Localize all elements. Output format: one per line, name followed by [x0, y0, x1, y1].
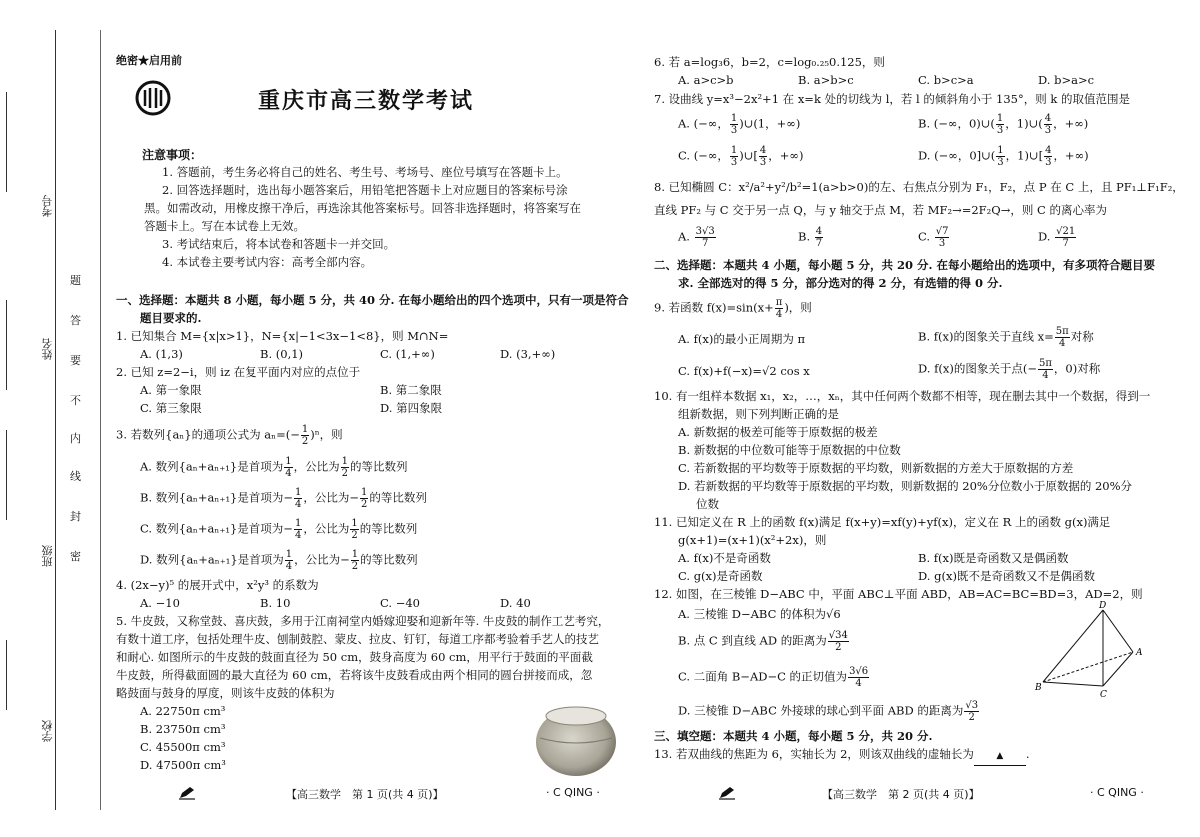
page-footer: 【高三数学 第 1 页(共 4 页)】 [286, 788, 444, 801]
q5-option-a: A. 22750π cm³ [140, 704, 226, 718]
q8-option-a: A. $\frac{3√3}{7}$ [678, 226, 715, 249]
q6-option-a: A. a>c>b [678, 73, 734, 87]
q3-stem [116, 424, 343, 447]
footer-mark: · C QING · [1090, 786, 1144, 799]
school-underline [6, 640, 7, 710]
q11-option-d: D. g(x)既不是奇函数又不是偶函数 [918, 569, 1095, 583]
name-underline [6, 300, 7, 390]
q10-option-d-cont: 位数 [696, 497, 719, 511]
class-underline [6, 430, 7, 520]
q1-option-b: B. (0,1) [260, 347, 304, 361]
q3-option-b: B. 数列{aₙ+aₙ₊₁}是首项为− $\frac{1}{4}$ ，公比为− $\frac{1}{2}$ 的等比数列 [140, 487, 427, 510]
section1-heading-cont: 题目要求的. [140, 311, 202, 325]
q5-line: 略鼓面与鼓身的厚度，则该牛皮鼓的体积为 [116, 686, 335, 700]
q11-option-b: B. f(x)既是奇函数又是偶函数 [918, 551, 1069, 565]
school-label: 学校 [41, 720, 54, 742]
notice-item: 3. 考试结束后，将本试卷和答题卡一并交回。 [162, 237, 396, 251]
q3-stem-a: 3. 若数列{aₙ}的通项公式为 aₙ=(− [116, 427, 300, 442]
q11-option-c: C. g(x)是奇函数 [678, 569, 763, 583]
q12-option-a: A. 三棱锥 D−ABC 的体积为√6 [678, 607, 841, 621]
seal-char: 答 [70, 314, 81, 327]
exam-no-label: 考号 [41, 195, 54, 217]
q10-stem: 10. 有一组样本数据 x₁，x₂，…，xₙ，其中任何两个数都不相等，现在删去其中一个数据，得到一 [654, 389, 1151, 403]
q12-option-d: D. 三棱锥 D−ABC 外接球的球心到平面 ABD 的距离为 $\frac{√3}{2}$ [678, 700, 979, 723]
page-1 [110, 0, 630, 837]
q11-stem: 11. 已知定义在 R 上的函数 f(x)满足 f(x+y)=xf(y)+yf(x)，定义在 R 上的函数 g(x)满足 [654, 515, 1111, 529]
notice-item: 1. 答题前，考生务必将自己的姓名、考生号、考场号、座位号填写在答题卡上。 [162, 165, 568, 179]
q7-stem: 7. 设曲线 y=x³−2x²+1 在 x=k 处的切线为 l，若 l 的倾斜角小于 135°，则 k 的取值范围是 [654, 92, 1131, 106]
q1-option-c: C. (1,+∞) [380, 347, 435, 361]
q7-option-c: C. (−∞， $\frac{1}{3}$ )∪[ $\frac{4}{3}$ ，+∞) [678, 145, 804, 168]
q5-option-b: B. 23750π cm³ [140, 722, 226, 736]
q3-option-d: D. 数列{aₙ+aₙ₊₁}是首项为 $\frac{1}{4}$ ，公比为− $\frac{1}{2}$ 的等比数列 [140, 549, 418, 572]
q6-option-c: C. b>c>a [918, 73, 974, 87]
q4-option-a: A. −10 [140, 596, 180, 610]
tetrahedron-figure [1035, 600, 1145, 700]
q8-stem: 8. 已知椭圆 C：x²/a²+y²/b²=1(a>b>0)的左、右焦点分别为 F₁，F₂，点 P 在 C 上，且 PF₁⊥F₁F₂， [654, 180, 1184, 194]
seal-char: 封 [70, 510, 81, 523]
q12-option-c: C. 二面角 B−AD−C 的正切值为 $\frac{3√6}{4}$ [678, 666, 869, 689]
q8-stem-cont: 直线 PF₂ 与 C 交于另一点 Q，与 y 轴交于点 M，若 MF₂→=2F₂Q→，则 C 的离心率为 [654, 203, 1107, 217]
q1-option-d: D. (3,+∞) [500, 347, 556, 361]
q12-option-b: B. 点 C 到直线 AD 的距离为 $\frac{√34}{2}$ [678, 630, 848, 653]
q9-option-d: D. f(x)的图象关于点(− $\frac{5\pi}{4}$ ，0)对称 [918, 358, 1101, 381]
fraction: $\frac{1}{2}$ [301, 424, 309, 447]
q2-stem: 2. 已知 z=2−i，则 iz 在复平面内对应的点位于 [116, 365, 361, 379]
q8-option-d: D. $\frac{√21}{7}$ [1038, 226, 1076, 249]
section3-heading: 三、填空题：本题共 4 小题，每小题 5 分，共 20 分. [654, 729, 933, 743]
drum-image [532, 702, 620, 780]
notice-item: 黑。如需改动，用橡皮擦干净后，再选涂其他答案标号。回答非选择题时，将答案写在 [144, 201, 581, 215]
q8-option-c: C. $\frac{√7}{3}$ [918, 226, 949, 249]
q10-option-c: C. 若新数据的平均数等于原数据的平均数，则新数据的方差大于原数据的方差 [678, 461, 1074, 475]
vertex-b-label: B [1035, 683, 1042, 693]
q2-option-c: C. 第三象限 [140, 401, 202, 415]
page-footer: 【高三数学 第 2 页(共 4 页)】 [822, 788, 980, 801]
q11-stem-cont: g(x+1)=(x+1)(x²+2x)，则 [678, 533, 827, 547]
q7-option-d: D. (−∞，0]∪( $\frac{1}{3}$ ，1)∪[ $\frac{4}{3}$ ，+∞) [918, 145, 1089, 168]
seal-char: 题 [70, 274, 81, 287]
q6-option-b: B. a>b>c [798, 73, 854, 87]
secret-label: 绝密★启用前 [116, 54, 182, 67]
q4-option-c: C. −40 [380, 596, 420, 610]
q7-option-a: A. (−∞， $\frac{1}{3}$ )∪(1，+∞) [678, 113, 801, 136]
footer-mark: · C QING · [546, 786, 600, 799]
q11-option-a: A. f(x)不是奇函数 [678, 551, 771, 565]
q5-line: 5. 牛皮鼓，又称堂鼓、喜庆鼓，多用于江南祠堂内婚嫁迎娶和迎新年等. 牛皮鼓的制作工艺考究， [116, 614, 610, 628]
q1-stem: 1. 已知集合 M={x|x>1}，N={x|−1<3x−1<8}，则 M∩N= [116, 329, 449, 343]
q10-option-d: D. 若新数据的平均数等于原数据的平均数，则新数据的 20%分位数小于原数据的 20%分 [678, 479, 1133, 493]
vertex-c-label: C [1100, 690, 1107, 700]
q5-line: 和耐心. 如图所示的牛皮鼓的鼓面直径为 50 cm，鼓身高度为 60 cm，用平行于鼓面的平面截 [116, 650, 593, 664]
q2-option-a: A. 第一象限 [140, 383, 202, 397]
q2-option-d: D. 第四象限 [380, 401, 443, 415]
q12-stem: 12. 如图，在三棱锥 D−ABC 中，平面 ABC⊥平面 ABD，AB=AC=BC=BD=3，AD=2，则 [654, 587, 1143, 601]
q13-stem: 13. 若双曲线的焦距为 6，实轴长为 2，则该双曲线的虚轴长为 ▲ . [654, 745, 1030, 766]
q4-option-b: B. 10 [260, 596, 291, 610]
seal-char: 不 [70, 394, 81, 407]
page-title: 重庆市高三数学考试 [258, 88, 475, 114]
q2-option-b: B. 第二象限 [380, 383, 442, 397]
exam-no-underline [6, 92, 7, 192]
notice-item: 2. 回答选择题时，选出每小题答案后，用铅笔把答题卡上对应题目的答案标号涂 [162, 183, 568, 197]
q3-option-a: A. 数列{aₙ+aₙ₊₁}是首项为 $\frac{1}{4}$ ，公比为 $\frac{1}{2}$ 的等比数列 [140, 456, 408, 479]
q7-option-b: B. (−∞，0)∪( $\frac{1}{3}$ ，1)∪( $\frac{4}{3}$ ，+∞) [918, 113, 1089, 136]
q3-stem-b: )ⁿ，则 [310, 427, 343, 442]
q9-option-b: B. f(x)的图象关于直线 x= $\frac{5\pi}{4}$ 对称 [918, 326, 1094, 349]
q4-option-d: D. 40 [500, 596, 531, 610]
section1-heading: 一、选择题：本题共 8 小题，每小题 5 分，共 40 分. 在每小题给出的四个选项中，只有一项是符合 [116, 293, 629, 307]
q5-option-d: D. 47500π cm³ [140, 758, 226, 772]
q10-option-b: B. 新数据的中位数可能等于原数据的中位数 [678, 443, 901, 457]
pencil-icon [718, 785, 736, 804]
seal-char: 内 [70, 432, 81, 445]
section2-heading-cont: 求. 全部选对的得 5 分，部分选对的得 2 分，有选错的得 0 分. [678, 276, 1003, 290]
q4-stem: 4. (2x−y)⁵ 的展开式中，x²y³ 的系数为 [116, 578, 319, 592]
page-2 [650, 0, 1195, 837]
seal-char: 要 [70, 354, 81, 367]
notice-item: 4. 本试卷主要考试内容：高考全部内容。 [162, 255, 373, 269]
notice-item: 答题卡上。写在本试卷上无效。 [144, 219, 305, 233]
q9-stem: 9. 若函数 f(x)=sin(x+ $\frac{\pi}{4}$ )，则 [654, 297, 812, 320]
q6-stem: 6. 若 a=log₃6，b=2，c=log₀.₂₅0.125，则 [654, 55, 885, 69]
q10-stem-cont: 组新数据，则下列判断正确的是 [678, 407, 839, 421]
class-label: 班级 [41, 545, 54, 567]
q8-option-b: B. $\frac{4}{7}$ [798, 226, 823, 249]
binding-outer-line [55, 30, 56, 810]
q5-option-c: C. 45500π cm³ [140, 740, 226, 754]
q9-option-c: C. f(x)+f(−x)=√2 cos x [678, 364, 810, 378]
q5-line: 牛皮鼓，所得截面圆的最大直径为 60 cm，若将该牛皮鼓看成由两个相同的圆台拼接而成，忽 [116, 668, 593, 682]
q1-option-a: A. (1,3) [140, 347, 183, 361]
seal-char: 线 [70, 470, 81, 483]
section2-heading: 二、选择题：本题共 4 小题，每小题 5 分，共 20 分. 在每小题给出的选项中，有多项符合题目要 [654, 258, 1156, 272]
q3-option-c: C. 数列{aₙ+aₙ₊₁}是首项为− $\frac{1}{4}$ ，公比为 $\frac{1}{2}$ 的等比数列 [140, 518, 418, 541]
q5-line: 有数十道工序，包括处理牛皮、刨制鼓腔、蒙皮、拉皮、钉钉，每道工序都考验着手艺人的技艺 [116, 632, 599, 646]
seal-char: 密 [70, 550, 81, 563]
binding-inner-line [100, 30, 101, 810]
answer-blank: ▲ [974, 747, 1026, 766]
pencil-icon [178, 785, 196, 804]
notice-heading: 注意事项： [142, 148, 203, 162]
vertex-a-label: A [1136, 648, 1143, 658]
q6-option-d: D. b>a>c [1038, 73, 1095, 87]
q10-option-a: A. 新数据的极差可能等于原数据的极差 [678, 425, 878, 439]
exam-logo [134, 80, 172, 116]
q9-option-a: A. f(x)的最小正周期为 π [678, 332, 806, 346]
name-label: 姓名 [41, 338, 54, 360]
vertex-d-label: D [1099, 601, 1107, 611]
